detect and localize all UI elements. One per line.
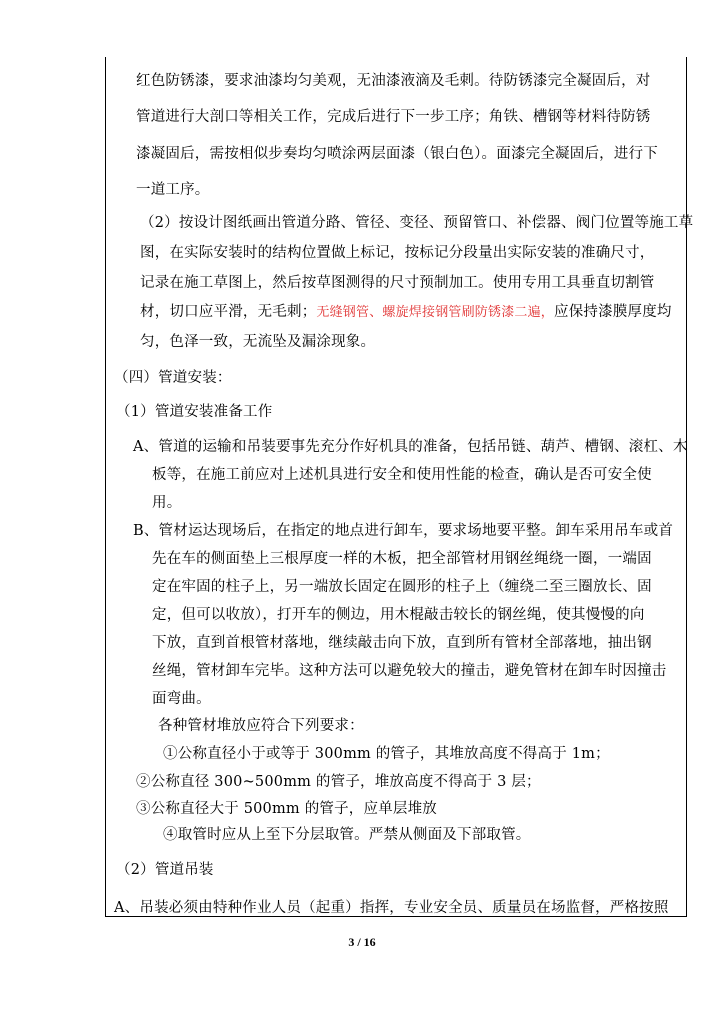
text-line: 下放，直到首根管材落地，继续敲击向下放，直到所有管材全部落地，抽出钢 [152, 635, 652, 651]
text-line-mixed [140, 303, 672, 322]
text-line: 定在牢固的柱子上，另一端放长固定在圆形的柱子上（缠绕二至三圈放长、固 [152, 579, 652, 595]
text-segment: 材，切口应平滑，无毛刺； [140, 304, 317, 320]
text-line: 记录在施工草图上，然后按草图测得的尺寸预制加工。使用专用工具垂直切割管 [140, 275, 655, 291]
text-line: 定，但可以收放），打开车的侧边，用木棍敲击较长的钢丝绳，使其慢慢的向 [152, 607, 645, 623]
list-item: ①公称直径小于或等于 300mm 的管子，其堆放高度不得高于 1m； [163, 746, 610, 762]
text-line: B、管材运达现场后，在指定的地点进行卸车，要求场地要平整。卸车采用吊车或首 [133, 523, 674, 539]
subsection-heading: （1）管道安装准备工作 [116, 404, 273, 420]
text-line: 匀，色泽一致，无流坠及漏涂现象。 [140, 334, 376, 350]
text-line: A、吊装必须由特种作业人员（起重）指挥，专业安全员、质量员在场监督，严格按照 [114, 900, 669, 916]
text-segment: 应保持漆膜厚度均 [554, 304, 672, 320]
page-number: 3 / 16 [348, 935, 376, 949]
text-line: A、管道的运输和吊装要事先充分作好机具的准备，包括吊链、葫芦、槽钢、滚杠、木 [133, 439, 688, 455]
list-item: ②公称直径 300~500mm 的管子，堆放高度不得高于 3 层； [136, 774, 541, 790]
text-line: 管道进行大剖口等相关工作，完成后进行下一步工序；角铁、槽钢等材料待防锈 [136, 109, 651, 125]
text-line: 图，在实际安装时的结构位置做上标记，按标记分段量出实际安装的准确尺寸， [140, 245, 655, 261]
text-line: 板等，在施工前应对上述机具进行安全和使用性能的检查，确认是否可安全使 [152, 467, 652, 483]
subsection-heading: （2）管道吊装 [116, 862, 214, 878]
text-line: 各种管材堆放应符合下列要求： [158, 718, 364, 734]
text-line: 用。 [152, 495, 182, 511]
highlighted-text: 无缝钢管、螺旋焊接钢管刷防锈漆二遍， [316, 305, 555, 320]
text-line: 丝绳，管材卸车完毕。这种方法可以避免较大的撞击，避免管材在卸车时因撞击 [152, 663, 667, 679]
text-line: （2）按设计图纸画出管道分路、管径、变径、预留管口、补偿器、阀门位置等施工草 [140, 215, 694, 231]
text-line: 漆凝固后，需按相似步奏均匀喷涂两层面漆（银白色）。面漆完全凝固后，进行下 [136, 146, 658, 162]
list-item: ④取管时应从上至下分层取管。严禁从侧面及下部取管。 [163, 827, 531, 843]
text-line: 一道工序。 [136, 182, 210, 198]
text-line: 先在车的侧面垫上三根厚度一样的木板，把全部管材用钢丝绳绕一圈，一端固 [152, 551, 652, 567]
text-line: 面弯曲。 [152, 691, 211, 707]
list-item: ③公称直径大于 500mm 的管子，应单层堆放 [136, 801, 437, 817]
section-heading: （四）管道安装： [114, 370, 232, 386]
text-line: 红色防锈漆，要求油漆均匀美观，无油漆液滴及毛刺。待防锈漆完全凝固后，对 [136, 73, 651, 89]
